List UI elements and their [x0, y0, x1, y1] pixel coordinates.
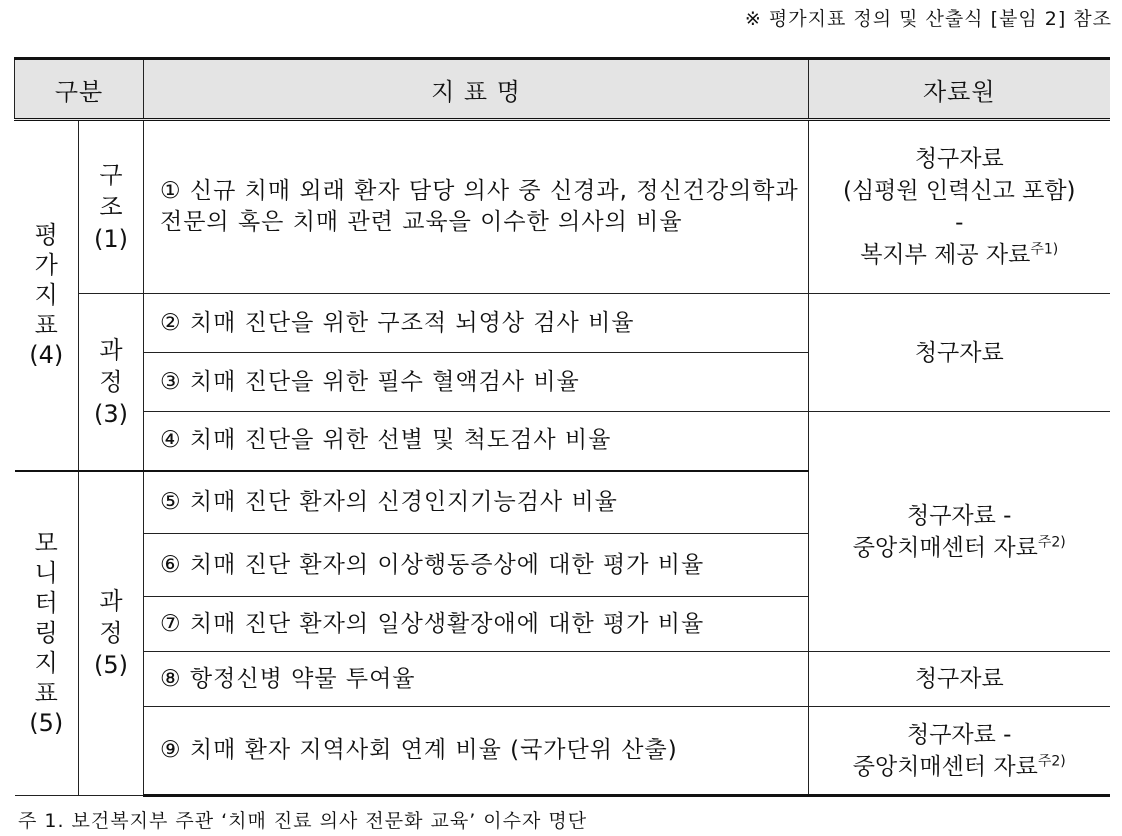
- table-row: [15, 652, 1110, 707]
- source-5-footnote-mark: 주2): [1037, 752, 1066, 769]
- header-indicator: 지 표 명: [144, 59, 809, 120]
- source-3-line1: 청구자료 -: [907, 502, 1012, 529]
- group-monitoring: 모 니 터 링 지 표 (5): [15, 471, 79, 796]
- indicator-table: [14, 57, 1110, 797]
- indicator-5: ⑤ 치매 진단 환자의 신경인지기능검사 비율: [144, 471, 809, 534]
- source-1-line3: -: [955, 210, 964, 236]
- reference-note: ※ 평가지표 정의 및 산출식 [붙임 2] 참조: [744, 8, 1112, 30]
- source-5-line1: 청구자료 -: [907, 721, 1012, 748]
- indicator-9: ⑨ 치매 환자 지역사회 연계 비율 (국가단위 산출): [144, 707, 809, 796]
- subgroup-process-5: 과 정 (5): [79, 471, 144, 796]
- subgroup-process-3: 과 정 (3): [79, 294, 144, 471]
- table-header-row: [15, 59, 1110, 120]
- indicator-6: ⑥ 치매 진단 환자의 이상행동증상에 대한 평가 비율: [144, 534, 809, 597]
- table-row: [15, 412, 1110, 471]
- indicator-7: ⑦ 치매 진단 환자의 일상생활장애에 대한 평가 비율: [144, 597, 809, 652]
- source-1: [809, 120, 1110, 294]
- group-eval: 평 가 지 표 (4): [15, 120, 79, 471]
- source-3-line2: 중앙치매센터 자료: [852, 534, 1038, 561]
- source-3: [809, 412, 1110, 652]
- source-5: [809, 707, 1110, 796]
- indicator-3: ③ 치매 진단을 위한 필수 혈액검사 비율: [144, 353, 809, 412]
- footnote: 주 1. 보건복지부 주관 ‘치매 진료 의사 전문화 교육’ 이수자 명단: [18, 810, 588, 832]
- source-1-footnote-mark: 주1): [1030, 241, 1059, 258]
- table-row: [15, 294, 1110, 353]
- source-5-line2: 중앙치매센터 자료: [852, 753, 1038, 780]
- indicator-4: ④ 치매 진단을 위한 선별 및 척도검사 비율: [144, 412, 809, 471]
- header-category: 구분: [15, 59, 144, 120]
- table-row: [15, 120, 1110, 294]
- source-3-footnote-mark: 주2): [1037, 533, 1066, 550]
- source-2: 청구자료: [809, 294, 1110, 412]
- header-source: 자료원: [809, 59, 1110, 120]
- subgroup-structure: 구 조 (1): [79, 120, 144, 294]
- indicator-8: ⑧ 항정신병 약물 투여율: [144, 652, 809, 707]
- source-1-line4: 복지부 제공 자료: [860, 242, 1031, 268]
- source-1-line1: 청구자료: [914, 146, 1004, 172]
- source-4: 청구자료: [809, 652, 1110, 707]
- source-1-line2: (심평원 인력신고 포함): [842, 178, 1076, 204]
- table-row: [15, 707, 1110, 796]
- indicator-1: ① 신규 치매 외래 환자 담당 의사 중 신경과, 정신건강의학과 전문의 혹은 치매 관련 교육을 이수한 의사의 비율: [144, 120, 809, 294]
- indicator-2: ② 치매 진단을 위한 구조적 뇌영상 검사 비율: [144, 294, 809, 353]
